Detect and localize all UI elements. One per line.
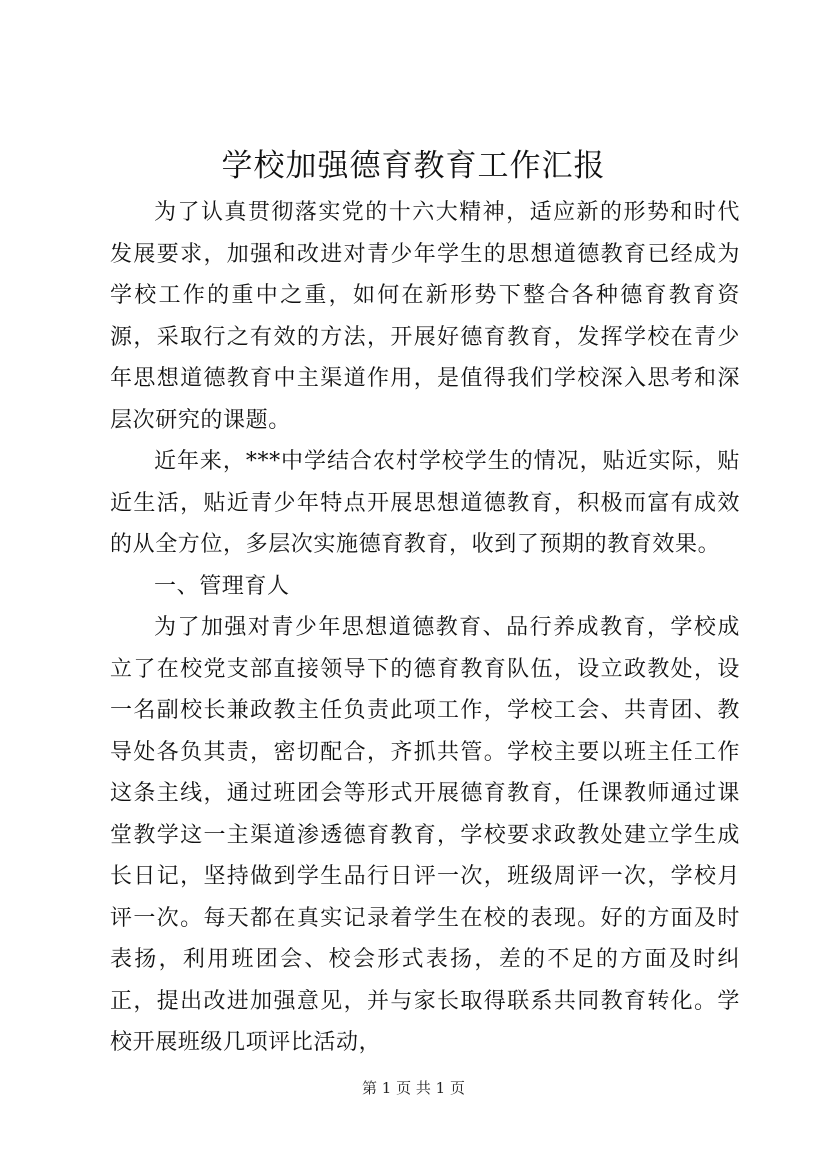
section-heading: 一、管理育人 (154, 573, 290, 599)
overview-paragraph: 近年来，***中学结合农村学校学生的情况，贴近实际，贴近生活，贴近青少年特点开展思想道德教育，积极而富有成效的从全方位，多层次实施德育教育，收到了预期的教育效果。 (110, 449, 740, 557)
document-title: 学校加强德育教育工作汇报 (221, 148, 606, 184)
document-body (110, 192, 740, 1064)
intro-paragraph: 为了认真贯彻落实党的十六大精神，适应新的形势和时代发展要求，加强和改进对青少年学生的思想道德教育已经成为学校工作的重中之重，如何在新形势下整合各种德育教育资源，采取行之有效的方法，开展好德育教育，发挥学校在青少年思想道德教育中主渠道作用，是值得我们学校深入思考和深层次研究的课题。 (110, 200, 740, 433)
section-paragraph: 为了加强对青少年思想道德教育、品行养成教育，学校成立了在校党支部直接领导下的德育教育队伍，设立政教处，设一名副校长兼政教主任负责此项工作，学校工会、共青团、教导处各负其责，密切配合，齐抓共管。学校主要以班主任工作这条主线，通过班团会等形式开展德育教育，任课教师通过课堂教学这一主渠道渗透德育教育，学校要求政教处建立学生成长日记，坚持做到学生品行日评一次，班级周评一次，学校月评一次。每天都在真实记录着学生在校的表现。好的方面及时表扬，利用班团会、校会形式表扬，差的不足的方面及时纠正，提出改进加强意见，并与家长取得联系共同教育转化。学校开展班级几项评比活动， (110, 615, 740, 1055)
page-footer: 第 1 页 共 1 页 (362, 1079, 465, 1097)
